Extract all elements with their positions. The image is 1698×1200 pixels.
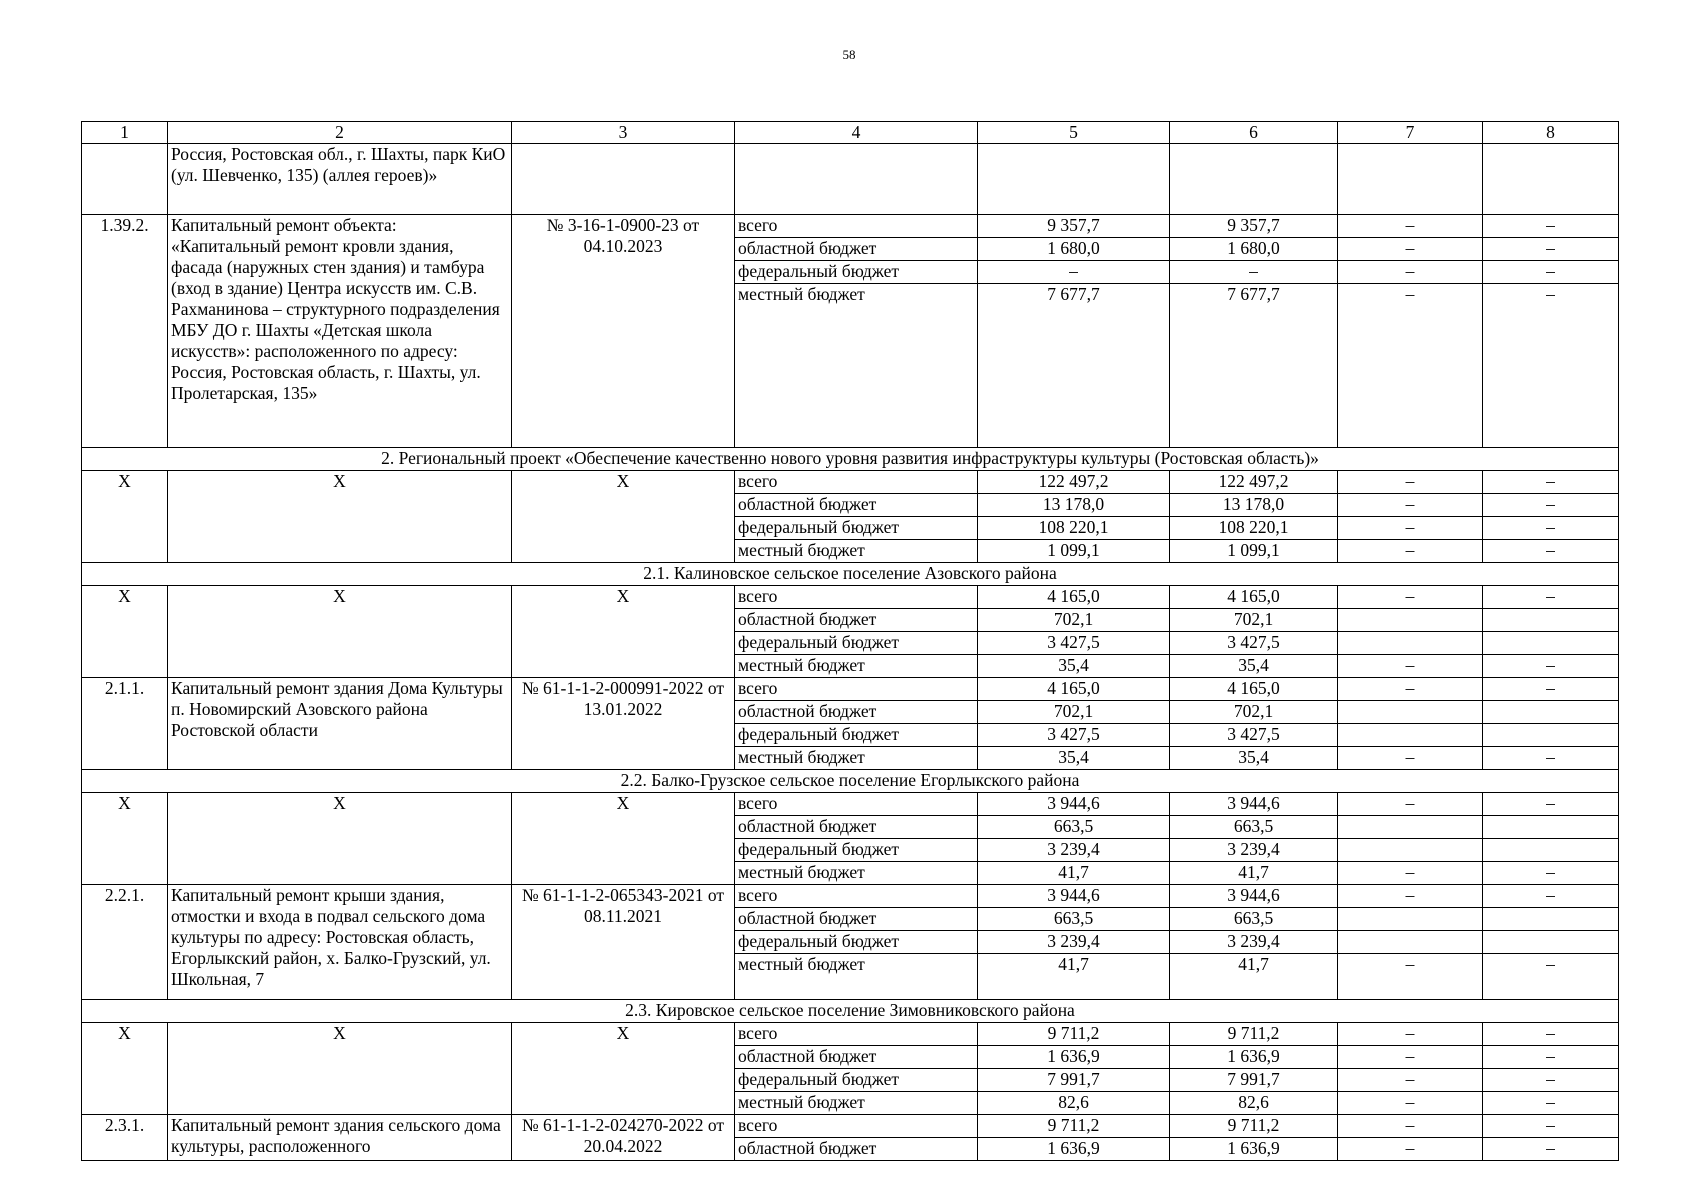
budget-label-federal: федеральный бюджет [735, 261, 978, 284]
value-col6: 663,5 [1170, 816, 1338, 839]
budget-label-local: местный бюджет [735, 540, 978, 563]
value-col5: 7 677,7 [978, 284, 1170, 448]
value-col8 [1483, 609, 1619, 632]
value-col8: – [1483, 793, 1619, 816]
page-number: 58 [842, 47, 856, 62]
col-number-6: 6 [1170, 122, 1338, 144]
value-col6: 3 427,5 [1170, 724, 1338, 747]
budget-label-local: местный бюджет [735, 747, 978, 770]
budget-label-regional: областной бюджет [735, 494, 978, 517]
table-row [82, 144, 1619, 215]
value-col8: – [1483, 1069, 1619, 1092]
value-col7: – [1338, 540, 1483, 563]
col-number-4: 4 [735, 122, 978, 144]
x-mark-cell: Х [82, 586, 168, 678]
x-mark-cell: Х [168, 586, 512, 678]
value-col8: – [1483, 1138, 1619, 1161]
value-col5: 13 178,0 [978, 494, 1170, 517]
value-col8: – [1483, 954, 1619, 1000]
value-col6: 82,6 [1170, 1092, 1338, 1115]
value-col5: 35,4 [978, 747, 1170, 770]
value-col7: – [1338, 862, 1483, 885]
budget-label-total: всего [735, 1115, 978, 1138]
value-col6: 35,4 [1170, 655, 1338, 678]
value-col5: 1 680,0 [978, 238, 1170, 261]
table-row [82, 1115, 1619, 1138]
value-col5: 35,4 [978, 655, 1170, 678]
value-col5: 3 427,5 [978, 724, 1170, 747]
value-col7: – [1338, 517, 1483, 540]
value-col7 [1338, 931, 1483, 954]
value-col8: – [1483, 284, 1619, 448]
value-col8: – [1483, 1115, 1619, 1138]
value-col7: – [1338, 1023, 1483, 1046]
row-description: Капитальный ремонт здания сельского дома культуры, расположенного [168, 1115, 512, 1161]
value-col7: – [1338, 885, 1483, 908]
x-mark-cell: Х [512, 586, 735, 678]
value-col7: – [1338, 655, 1483, 678]
table-row [82, 678, 1619, 701]
value-col6: 663,5 [1170, 908, 1338, 931]
value-col8 [1483, 701, 1619, 724]
col-number-1: 1 [82, 122, 168, 144]
value-col8: – [1483, 862, 1619, 885]
value-col6: 35,4 [1170, 747, 1338, 770]
row-value-5 [978, 144, 1170, 215]
col-number-3: 3 [512, 122, 735, 144]
budget-label-total: всего [735, 1023, 978, 1046]
value-col7: – [1338, 1138, 1483, 1161]
value-col6: 1 099,1 [1170, 540, 1338, 563]
value-col7: – [1338, 1092, 1483, 1115]
budget-label-federal: федеральный бюджет [735, 724, 978, 747]
value-col5: 4 165,0 [978, 586, 1170, 609]
value-col7 [1338, 609, 1483, 632]
value-col6: 41,7 [1170, 954, 1338, 1000]
budget-label-regional: областной бюджет [735, 609, 978, 632]
x-mark-cell: Х [82, 793, 168, 885]
value-col6: 108 220,1 [1170, 517, 1338, 540]
budget-label-regional: областной бюджет [735, 238, 978, 261]
value-col6: 13 178,0 [1170, 494, 1338, 517]
value-col8 [1483, 931, 1619, 954]
value-col8: – [1483, 586, 1619, 609]
section-header-row [82, 448, 1619, 471]
row-value-7 [1338, 144, 1483, 215]
value-col8: – [1483, 678, 1619, 701]
value-col6: 7 991,7 [1170, 1069, 1338, 1092]
section-title: 2.3. Кировское сельское поселение Зимовниковского района [82, 1000, 1619, 1023]
value-col8: – [1483, 261, 1619, 284]
row-document [512, 144, 735, 215]
budget-label-regional: областной бюджет [735, 816, 978, 839]
section-header-row [82, 770, 1619, 793]
value-col5: 1 099,1 [978, 540, 1170, 563]
table-row [82, 885, 1619, 908]
x-mark-cell: Х [512, 793, 735, 885]
table-row [82, 471, 1619, 494]
value-col5: 4 165,0 [978, 678, 1170, 701]
value-col8: – [1483, 540, 1619, 563]
budget-label-local: местный бюджет [735, 954, 978, 1000]
value-col7: – [1338, 261, 1483, 284]
row-value-8 [1483, 144, 1619, 215]
value-col8: – [1483, 471, 1619, 494]
value-col6: 1 636,9 [1170, 1046, 1338, 1069]
value-col5: 663,5 [978, 816, 1170, 839]
budget-label-total: всего [735, 793, 978, 816]
value-col8: – [1483, 885, 1619, 908]
budget-label-federal: федеральный бюджет [735, 839, 978, 862]
value-col7: – [1338, 471, 1483, 494]
table-row [82, 793, 1619, 816]
row-number-cell: 2.1.1. [82, 678, 168, 770]
value-col7: – [1338, 678, 1483, 701]
value-col8 [1483, 908, 1619, 931]
budget-table [81, 121, 1619, 1161]
value-col5: 41,7 [978, 954, 1170, 1000]
row-number-cell: 2.2.1. [82, 885, 168, 1000]
budget-label-total: всего [735, 471, 978, 494]
value-col5: 3 427,5 [978, 632, 1170, 655]
value-col7: – [1338, 954, 1483, 1000]
value-col8: – [1483, 1092, 1619, 1115]
value-col6: 3 239,4 [1170, 839, 1338, 862]
section-title: 2. Региональный проект «Обеспечение качественно нового уровня развития инфраструктуры культуры (Ростовская область)» [82, 448, 1619, 471]
section-title: 2.1. Калиновское сельское поселение Азовского района [82, 563, 1619, 586]
value-col6: 1 636,9 [1170, 1138, 1338, 1161]
value-col5: 9 711,2 [978, 1115, 1170, 1138]
value-col6: 1 680,0 [1170, 238, 1338, 261]
value-col8: – [1483, 1046, 1619, 1069]
budget-label-regional: областной бюджет [735, 701, 978, 724]
value-col6: 4 165,0 [1170, 678, 1338, 701]
row-document: № 61-1-1-2-000991-2022 от 13.01.2022 [512, 678, 735, 770]
value-col5: 1 636,9 [978, 1046, 1170, 1069]
value-col5: 82,6 [978, 1092, 1170, 1115]
value-col6: 3 427,5 [1170, 632, 1338, 655]
value-col5: 3 944,6 [978, 885, 1170, 908]
value-col7: – [1338, 494, 1483, 517]
budget-label-local: местный бюджет [735, 862, 978, 885]
value-col5: – [978, 261, 1170, 284]
row-number-cell: 2.3.1. [82, 1115, 168, 1161]
value-col6: 3 239,4 [1170, 931, 1338, 954]
value-col6: – [1170, 261, 1338, 284]
value-col7: – [1338, 586, 1483, 609]
budget-label-local: местный бюджет [735, 655, 978, 678]
column-number-row [82, 122, 1619, 144]
value-col5: 702,1 [978, 701, 1170, 724]
value-col6: 702,1 [1170, 701, 1338, 724]
row-number-cell: 1.39.2. [82, 215, 168, 448]
budget-label-regional: областной бюджет [735, 1138, 978, 1161]
value-col6: 9 357,7 [1170, 215, 1338, 238]
x-mark-cell: Х [82, 471, 168, 563]
x-mark-cell: Х [168, 793, 512, 885]
value-col7: – [1338, 793, 1483, 816]
value-col7 [1338, 701, 1483, 724]
value-col6: 9 711,2 [1170, 1023, 1338, 1046]
table-row [82, 215, 1619, 238]
value-col5: 122 497,2 [978, 471, 1170, 494]
value-col5: 663,5 [978, 908, 1170, 931]
budget-label-federal: федеральный бюджет [735, 517, 978, 540]
value-col7 [1338, 632, 1483, 655]
budget-label-federal: федеральный бюджет [735, 1069, 978, 1092]
value-col5: 3 944,6 [978, 793, 1170, 816]
x-mark-cell: Х [512, 471, 735, 563]
value-col6: 3 944,6 [1170, 885, 1338, 908]
row-description: Капитальный ремонт объекта: «Капитальный ремонт кровли здания, фасада (наружных стен здания) и тамбура (вход в здание) Центра искусств им. С.В. Рахманинова – структурного подразделения МБУ ДО г. Шахты «Детская школа искусств»: расположенного по адресу: Россия, Ростовская область, г. Шахты, ул. Пролетарская, 135» [168, 215, 512, 448]
row-description: Капитальный ремонт здания Дома Культуры п. Новомирский Азовского района Ростовской области [168, 678, 512, 770]
value-col8: – [1483, 655, 1619, 678]
row-number-cell [82, 144, 168, 215]
value-col6: 7 677,7 [1170, 284, 1338, 448]
value-col6: 122 497,2 [1170, 471, 1338, 494]
value-col8: – [1483, 517, 1619, 540]
budget-label-total: всего [735, 586, 978, 609]
value-col8 [1483, 816, 1619, 839]
value-col8: – [1483, 215, 1619, 238]
row-document: № 61-1-1-2-024270-2022 от 20.04.2022 [512, 1115, 735, 1161]
row-value-6 [1170, 144, 1338, 215]
value-col5: 1 636,9 [978, 1138, 1170, 1161]
value-col6: 41,7 [1170, 862, 1338, 885]
x-mark-cell: Х [512, 1023, 735, 1115]
value-col8 [1483, 724, 1619, 747]
value-col7: – [1338, 284, 1483, 448]
col-number-2: 2 [168, 122, 512, 144]
col-number-8: 8 [1483, 122, 1619, 144]
value-col6: 702,1 [1170, 609, 1338, 632]
value-col7: – [1338, 238, 1483, 261]
budget-label-regional: областной бюджет [735, 1046, 978, 1069]
budget-label-regional: областной бюджет [735, 908, 978, 931]
value-col5: 3 239,4 [978, 839, 1170, 862]
x-mark-cell: Х [168, 471, 512, 563]
budget-label-federal: федеральный бюджет [735, 931, 978, 954]
value-col5: 3 239,4 [978, 931, 1170, 954]
value-col5: 9 711,2 [978, 1023, 1170, 1046]
col-number-5: 5 [978, 122, 1170, 144]
value-col5: 9 357,7 [978, 215, 1170, 238]
value-col8: – [1483, 1023, 1619, 1046]
value-col7: – [1338, 1046, 1483, 1069]
section-header-row [82, 563, 1619, 586]
value-col5: 7 991,7 [978, 1069, 1170, 1092]
value-col5: 702,1 [978, 609, 1170, 632]
x-mark-cell: Х [82, 1023, 168, 1115]
budget-label-total: всего [735, 678, 978, 701]
row-description: Капитальный ремонт крыши здания, отмостки и входа в подвал сельского дома культуры по адресу: Ростовская область, Егорлыкский район, х. Балко-Грузский, ул. Школьная, 7 [168, 885, 512, 1000]
value-col8: – [1483, 494, 1619, 517]
table-row [82, 586, 1619, 609]
value-col8 [1483, 632, 1619, 655]
value-col8: – [1483, 238, 1619, 261]
value-col8 [1483, 839, 1619, 862]
budget-label-total: всего [735, 885, 978, 908]
value-col7 [1338, 908, 1483, 931]
value-col7 [1338, 816, 1483, 839]
value-col7 [1338, 724, 1483, 747]
value-col5: 108 220,1 [978, 517, 1170, 540]
budget-label-federal: федеральный бюджет [735, 632, 978, 655]
x-mark-cell: Х [168, 1023, 512, 1115]
value-col6: 3 944,6 [1170, 793, 1338, 816]
value-col8: – [1483, 747, 1619, 770]
row-budget-type [735, 144, 978, 215]
value-col7: – [1338, 215, 1483, 238]
row-description: Россия, Ростовская обл., г. Шахты, парк КиО (ул. Шевченко, 135) (аллея героев)» [168, 144, 512, 215]
value-col7: – [1338, 1115, 1483, 1138]
row-document: № 3-16-1-0900-23 от 04.10.2023 [512, 215, 735, 448]
value-col5: 41,7 [978, 862, 1170, 885]
row-document: № 61-1-1-2-065343-2021 от 08.11.2021 [512, 885, 735, 1000]
value-col6: 9 711,2 [1170, 1115, 1338, 1138]
section-header-row [82, 1000, 1619, 1023]
value-col6: 4 165,0 [1170, 586, 1338, 609]
value-col7 [1338, 839, 1483, 862]
value-col7: – [1338, 747, 1483, 770]
col-number-7: 7 [1338, 122, 1483, 144]
budget-label-local: местный бюджет [735, 1092, 978, 1115]
budget-label-local: местный бюджет [735, 284, 978, 448]
value-col7: – [1338, 1069, 1483, 1092]
budget-label-total: всего [735, 215, 978, 238]
section-title: 2.2. Балко-Грузское сельское поселение Егорлыкского района [82, 770, 1619, 793]
table-row [82, 1023, 1619, 1046]
